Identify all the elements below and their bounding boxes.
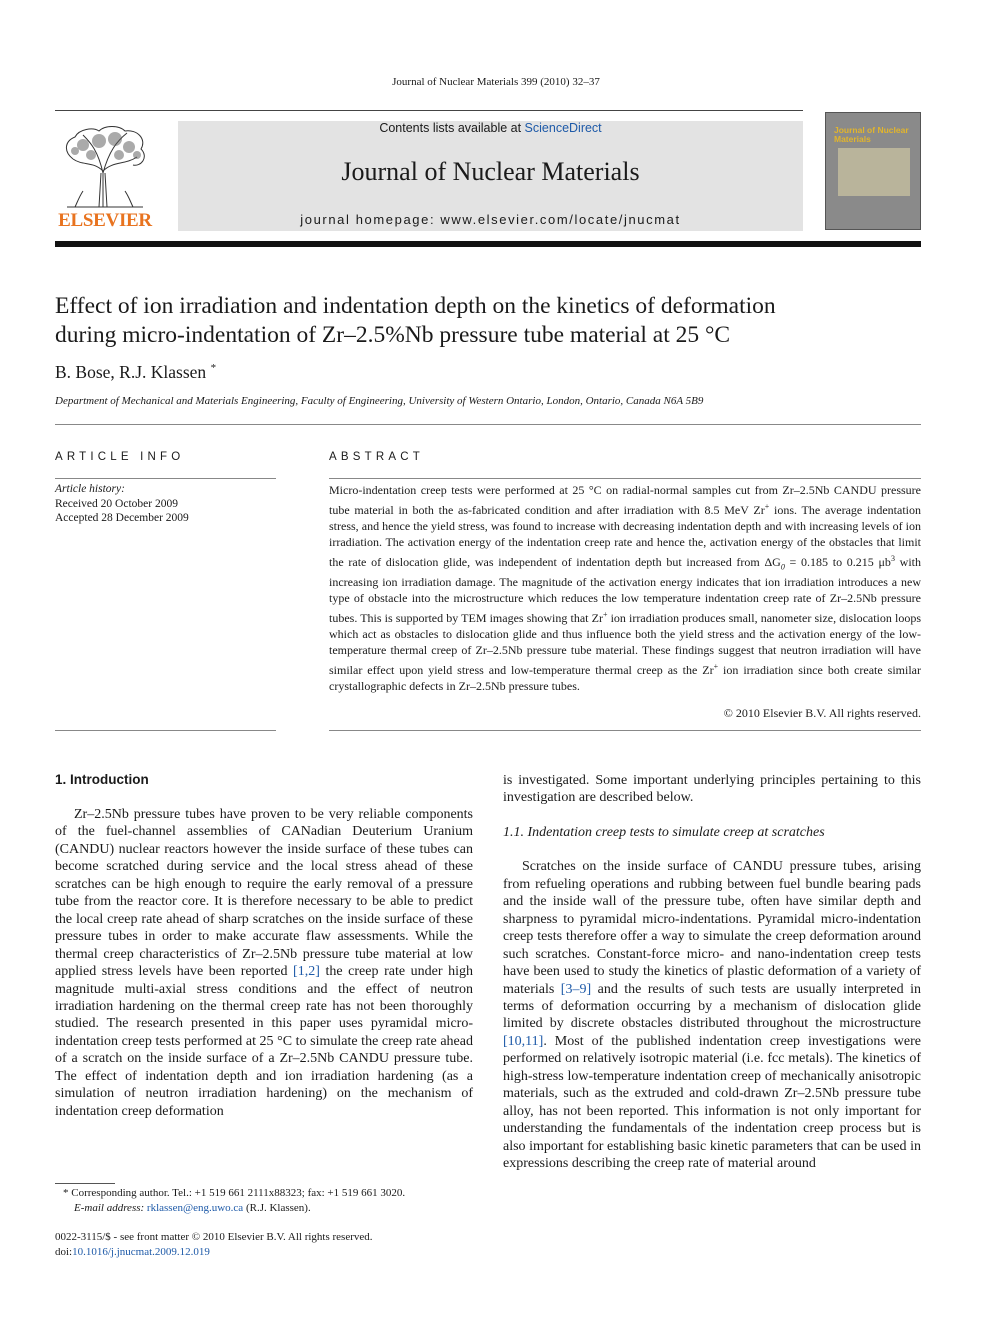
- left-column-text: [55, 806, 473, 1120]
- article-history: [55, 482, 276, 526]
- paragraph-part: Zr–2.5Nb pressure tubes have proven to be very reliable components of the fuel-channel assemblies of CANadian Deuterium Uranium (CANDU) nuclear reactors however the inside surface of these tubes can become scratched during service and the local stress ahead of these scratches can be high enough to require the early removal of a pressure tube from the reactor core. It is therefore necessary to be able to predict the local creep rate ahead of sharp scratches on the inside surface of these pressure tubes in order to make accurate flaw assessments. While the thermal creep characteristics of Zr–2.5Nb pressure tube material at low applied stress levels have been reported: [55, 807, 473, 980]
- header-thick-rule: [55, 241, 921, 247]
- contents-availability: [178, 121, 803, 135]
- footnote-mark: *: [63, 1187, 69, 1199]
- abstract-bottom-rule: [329, 730, 921, 731]
- reference-link[interactable]: [10,11]: [503, 1033, 544, 1049]
- history-label: Article history:: [55, 483, 125, 495]
- abstract-heading: ABSTRACT: [329, 451, 424, 463]
- paragraph-part: and the results of such tests are usually interpreted in terms of deformation occurring by a mechanism of dislocation glide limited by discrete obstacles distributed throughout the microstructure: [503, 981, 922, 1032]
- cover-title: Journal of Nuclear Materials: [834, 125, 909, 144]
- paragraph-part: . Most of the published indentation creep investigations were performed on relatively isotropic material (i.e. fcc metals). The kinetics of high-stress low-temperature indentation creep of mechanically anisotropic materials, such as the extruded and cold-drawn Zr–2.5Nb pressure tube alloy, has not been reported. This information is not only important for understanding the fundamentals of the indentation creep process but is also important for establishing basic kinetic parameters that can be used in expressions describing the creep rate of material around: [503, 1033, 921, 1172]
- elsevier-wordmark[interactable]: ELSEVIER: [58, 210, 152, 231]
- introduction-heading: 1. Introduction: [55, 772, 149, 787]
- contents-prefix: Contents lists available at: [379, 121, 525, 135]
- reference-link[interactable]: [1,2]: [293, 964, 320, 980]
- paragraph-part: Scratches on the inside surface of CANDU pressure tubes, arising from refueling operations and rubbing between fuel bundle bearing pads and the inside wall of the pressure tube, often have similar depth and sharpness to pyramidal micro-indentations. Pyramidal micro-indentation creep tests therefore offer a way to simulate the creep deformation around such scratches. Constant-force micro- and nano-indentation creep tests have been used to study the kinetics of plastic deformation of a variety of materials: [503, 859, 921, 997]
- continued-paragraph: is investigated. Some important underlying principles pertaining to this investigation are described below.: [503, 773, 921, 806]
- received-date: Received 20 October 2009: [55, 497, 178, 510]
- title-line-2: during micro-indentation of Zr–2.5%Nb pressure tube material at 25 °C: [55, 322, 731, 348]
- right-column-text: [503, 772, 921, 1173]
- email-link[interactable]: rklassen@eng.uwo.ca: [146, 1202, 244, 1214]
- doi-link[interactable]: 10.1016/j.jnucmat.2009.12.019: [72, 1246, 210, 1258]
- abstract-part: ions. The average indentation stress, and hence the yield stress, was found to increase with decreasing indentation depth and with increasing levels of ion irradiation. The activation energy of the indentation creep rate and hence the, activation energy of the obstacles that limit the rate of dislocation glide, was independent of indentation depth but increased from ΔG: [329, 502, 922, 569]
- cover-image: [838, 148, 910, 196]
- author-names: B. Bose, R.J. Klassen: [55, 362, 207, 382]
- abstract-part: with increasing ion irradiation damage. The magnitude of the activation energy indicates that ion irradiation introduces a new type of obstacle into the microstructure which reduces the low temperature indentation creep rate of Zr–2.5Nb pressure tubes. This is supported by TEM images showing that Zr: [329, 554, 921, 626]
- abstract-part: ion irradiation since both create similar crystallographic defects in Zr–2.5Nb pressure tubes.: [329, 662, 921, 693]
- abstract-copyright: © 2010 Elsevier B.V. All rights reserved.: [723, 706, 921, 720]
- abstract-rule: [329, 478, 921, 479]
- subsection-heading: 1.1. Indentation creep tests to simulate creep at scratches: [503, 824, 825, 840]
- superscript: +: [713, 661, 719, 671]
- footnote-rule: [55, 1183, 115, 1184]
- corresponding-author-mark[interactable]: *: [210, 362, 217, 375]
- issn-line: 0022-3115/$ - see front matter © 2010 Elsevier B.V. All rights reserved.: [55, 1231, 373, 1243]
- authors: [55, 362, 216, 383]
- bottom-info: [55, 1230, 495, 1260]
- doi-prefix: doi:: [55, 1246, 73, 1258]
- abstract-part: = 0.185 to 0.215 μb: [784, 554, 891, 569]
- superscript: +: [602, 610, 608, 620]
- reference-link[interactable]: [3–9]: [560, 981, 592, 997]
- paragraph-part: the creep rate under high magnitude multi-axial stress conditions and the effect of neutron irradiation hardening on the thermal creep rate has not been thoroughly studied. The research presented in this paper uses pyramidal micro-indentation creep tests performed at 25 °C to simulate the creep rate ahead of a scratch on the inside surface of a Zr–2.5Nb CANDU pressure tube. The effect of indentation depth and ion irradiation hardening (as a simulation of neutron irradiation hardening) on the mechanism of indentation creep deformation: [55, 964, 473, 1119]
- abstract-part: ion irradiation produces small, nanometer size, dislocation loops which act as obstacles to dislocation glide and thus influence both the yield stress and the activation energy of the low-temperature thermal creep of Zr–2.5Nb pressure tube material. These findings suggest that neutron irradiation will have similar effect upon yield stress and low-temperature thermal creep as the Zr: [329, 611, 922, 677]
- email-suffix: (R.J. Klassen).: [243, 1202, 311, 1214]
- title-line-1: Effect of ion irradiation and indentation depth on the kinetics of deformation: [55, 293, 776, 319]
- sciencedirect-link[interactable]: ScienceDirect: [524, 121, 602, 135]
- journal-homepage[interactable]: journal homepage: www.elsevier.com/locate/jnucmat: [300, 212, 681, 227]
- superscript: +: [764, 501, 770, 511]
- footnote: [55, 1186, 495, 1216]
- subscript: 0: [780, 562, 785, 572]
- journal-name: Journal of Nuclear Materials: [341, 157, 640, 186]
- email-label: E-mail address:: [74, 1202, 145, 1214]
- title-rule: [55, 424, 921, 425]
- article-info-rule: [55, 478, 276, 479]
- header-rule: [55, 110, 803, 111]
- abstract-part: Micro-indentation creep tests were performed at 25 °C on radial-normal samples cut from Zr–2.5Nb CANDU pressure tube material in both the as-fabricated condition and after irradiation with 8.5 MeV Zr: [329, 483, 921, 517]
- abstract-text: [329, 483, 921, 695]
- article-title: [55, 292, 925, 350]
- article-info-bottom-rule: [55, 730, 276, 731]
- corresponding-author-info: Corresponding author. Tel.: +1 519 661 2111x88323; fax: +1 519 661 3020.: [68, 1187, 406, 1199]
- accepted-date: Accepted 28 December 2009: [55, 512, 189, 524]
- journal-citation: Journal of Nuclear Materials 399 (2010) 32–37: [392, 76, 600, 88]
- superscript: 3: [890, 553, 895, 563]
- article-info-heading: ARTICLE INFO: [55, 451, 185, 463]
- affiliation: Department of Mechanical and Materials Engineering, Faculty of Engineering, University of Western Ontario, London, Ontario, Canada N6A 5B9: [55, 395, 704, 407]
